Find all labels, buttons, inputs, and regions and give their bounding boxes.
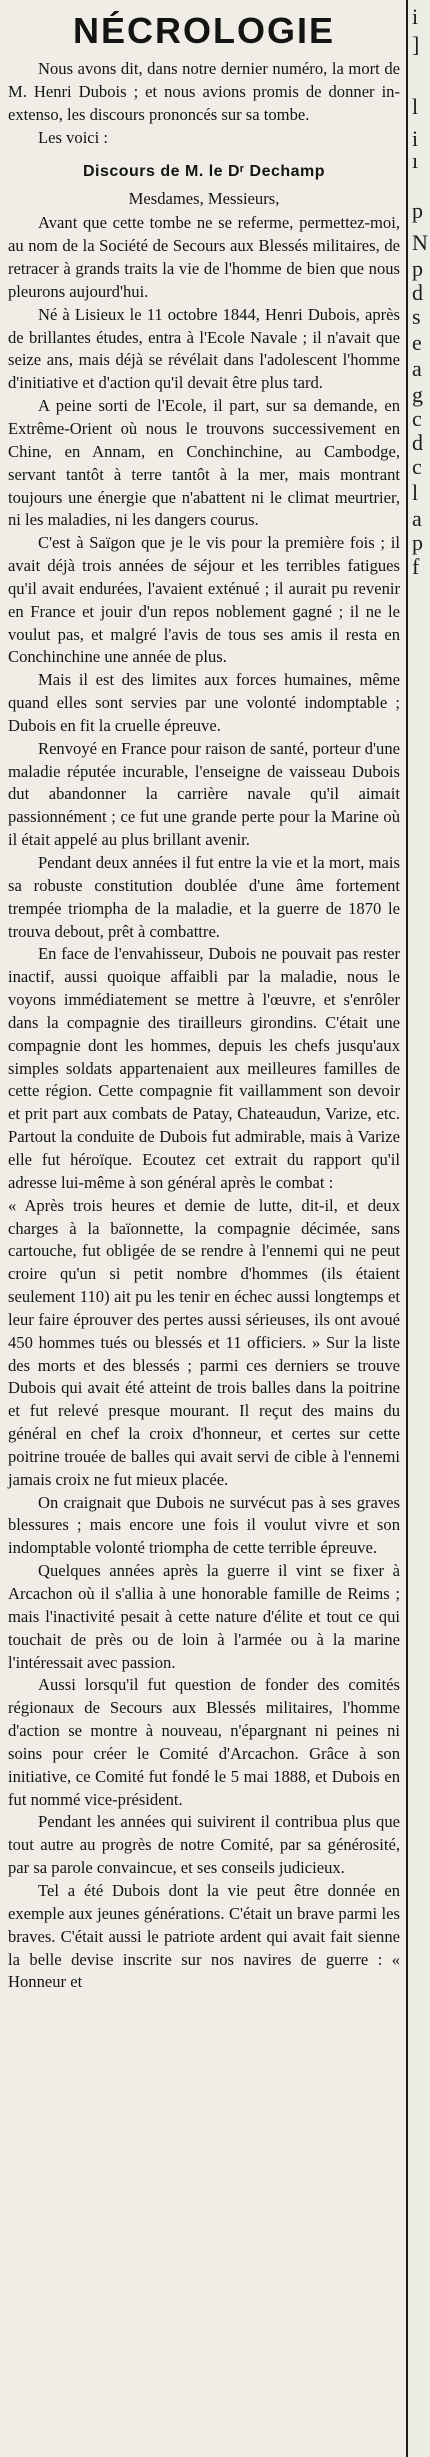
fragment-glyph: f bbox=[412, 554, 420, 579]
paragraph: Pendant deux années il fut entre la vie et la mort, mais sa robuste constitution doublée d'une âme fortement trempée triompha de la maladie, et la guerre de 1870 le trouva debout, prêt à combattre. bbox=[8, 853, 400, 941]
paragraph: Avant que cette tombe ne se referme, permettez-moi, au nom de la Société de Secours aux Blessés militaires, de retracer à grands traits la vie de l'homme de bien que nous pleurons aujourd'hui. bbox=[8, 213, 400, 301]
paragraph: Aussi lorsqu'il fut question de fonder des comités régionaux de Secours aux Blessés militaires, l'homme d'action se montre à nouveau, n'épargnant ni peines ni soins pour créer le Comité d'Arcachon. Grâce à son initiative, ce Comité fut fondé le 5 mai 1888, et Dubois en fut nommé vice-président. bbox=[8, 1675, 400, 1809]
fragment-glyph: i bbox=[412, 4, 419, 29]
salutation: Mesdames, Messieurs, bbox=[128, 189, 280, 209]
article-title: NÉCROLOGIE bbox=[72, 10, 335, 51]
fragment-glyph: p bbox=[412, 256, 423, 281]
speech-title: Discours de M. le Dʳ Dechamp bbox=[82, 163, 326, 181]
paragraph: Né à Lisieux le 11 octobre 1844, Henri Dubois, après de brillantes études, entra à l'Ecole Navale ; il n'avait que seize ans, mais déjà se révélait dans l'adolescent l'homme d'initiative et d'action qu'il devait être plus tard. bbox=[8, 304, 400, 393]
intro-paragraph: Nous avons dit, dans notre dernier numéro, la mort de M. Henri Dubois ; et nous avions promis de donner in-extenso, les discours prononcés sur sa tombe. bbox=[8, 59, 400, 124]
fragment-glyph: a bbox=[412, 506, 422, 531]
fragment-glyph: ] bbox=[412, 32, 420, 57]
fragment-glyph: i bbox=[412, 126, 419, 151]
fragment-glyph: d bbox=[412, 280, 423, 305]
paragraph: On craignait que Dubois ne survécut pas à ses graves blessures ; mais encore une fois il voulut vivre et son indomptable volonté triompha de cette terrible épreuve. bbox=[8, 1492, 400, 1558]
fragment-glyph: e bbox=[412, 330, 422, 355]
adjacent-column-strip bbox=[408, 0, 430, 2457]
fragment-glyph: l bbox=[412, 480, 419, 505]
fragment-glyph: c bbox=[412, 406, 422, 431]
fragment-glyph: ı bbox=[412, 148, 419, 173]
paragraph: C'est à Saïgon que je le vis pour la première fois ; il avait déjà trois années de séjour et les terribles fatigues qu'il avait endurées, l'avaient exténué ; il aurait pu revenir en France et jouir d'un repos noblement gagné ; il ne le voulut pas, et malgré l'avis de tous ses amis il resta en Conchinchine une année de plus. bbox=[8, 533, 400, 667]
paragraph: En face de l'envahisseur, Dubois ne pouvait pas rester inactif, aussi quoique affaibli par la maladie, nous le voyons immédiatement se mettre à l'œuvre, et s'enrôler dans la compagnie des tirailleurs girondins. C'était une compagnie dont les hommes, depuis les chefs jusqu'aux simples soldats appartenaient aux meilleures familles de cette région. Cette compagnie fit vaillamment son devoir et prit part aux combats de Patay, Chateaudun, Varize, etc. Partout la conduite de Dubois fut admirable, mais à Varize elle fut héroïque. Ecoutez cet extrait du rapport qu'il adresse lui-même à son général après le combat : bbox=[8, 944, 400, 1192]
fragment-glyph: s bbox=[412, 304, 421, 329]
fragment-glyph: c bbox=[412, 454, 422, 479]
fragment-glyph: p bbox=[412, 198, 423, 223]
paragraph: Quelques années après la guerre il vint se fixer à Arcachon où il s'allia à une honorable famille de Reims ; mais l'inactivité pesait à cette nature d'élite et tout ce qui touchait de près ou de loin à l'armée ou à la marine l'intéressait avec passion. bbox=[8, 1561, 400, 1672]
paragraph: Tel a été Dubois dont la vie peut être donnée en exemple aux jeunes générations. C'était un brave parmi les braves. C'était aussi le patriote ardent qui avait fait sienne la belle devise inscrite sur nos navires de guerre : « Honneur et bbox=[8, 1880, 400, 1992]
fragment-glyph: d bbox=[412, 430, 423, 455]
fragment-glyph: a bbox=[412, 356, 422, 381]
paragraph: Mais il est des limites aux forces humaines, même quand elles sont servies par une volonté indomptable ; Dubois en fit la cruelle épreuve. bbox=[8, 670, 400, 735]
fragment-glyph: l bbox=[412, 94, 419, 119]
paragraph: Pendant les années qui suivirent il contribua plus que tout autre au progrès de notre Comité, par sa générosité, par sa parole convaincue, et ses conseils judicieux. bbox=[8, 1812, 400, 1878]
fragment-glyph: g bbox=[412, 382, 423, 407]
paragraph: Renvoyé en France pour raison de santé, porteur d'une maladie réputée incurable, l'enseigne de vaisseau Dubois dut abandonner la carrière navale qu'il aimait passionnément ; ce fut une grande perte pour la Marine où il était appelé au plus brillant avenir. bbox=[8, 738, 400, 850]
quoted-report-paragraph: « Après trois heures et demie de lutte, dit-il, et deux charges à la baïonnette, la compagnie décimée, sans cartouche, fut obligée de se rendre à l'ennemi qui ne peut croire qu'un si petit nombre d'hommes (ils étaient seulement 110) ait pu les tenir en échec aussi longtemps et leur faire éprouver des pertes aussi sérieuses, ils ont avoué 450 hommes tués ou blessés et 11 officiers. » Sur la liste des morts et des blessés ; parmi ces derniers se trouve Dubois qui avait été atteint de trois balles dans la poitrine et fut relevé presque mourant. Il reçut des mains du général en chef la croix d'honneur, et certes sur cette poitrine trouée de balles qui avait servi de cible à l'ennemi jamais croix ne fut mieux placée. bbox=[8, 1195, 400, 1489]
paragraph: A peine sorti de l'Ecole, il part, sur sa demande, en Extrême-Orient où nous le trouvons successivement en Chine, en Annam, en Conchinchine, au Cambodge, servant tantôt à terre tantôt à la mer, mais montrant toujours une énergie que n'abattent ni le climat meurtrier, ni les maladies, ni les dangers courus. bbox=[8, 396, 400, 530]
voici-line: Les voici : bbox=[38, 127, 109, 147]
fragment-glyph: N bbox=[412, 230, 428, 255]
fragment-glyph: p bbox=[412, 530, 423, 555]
